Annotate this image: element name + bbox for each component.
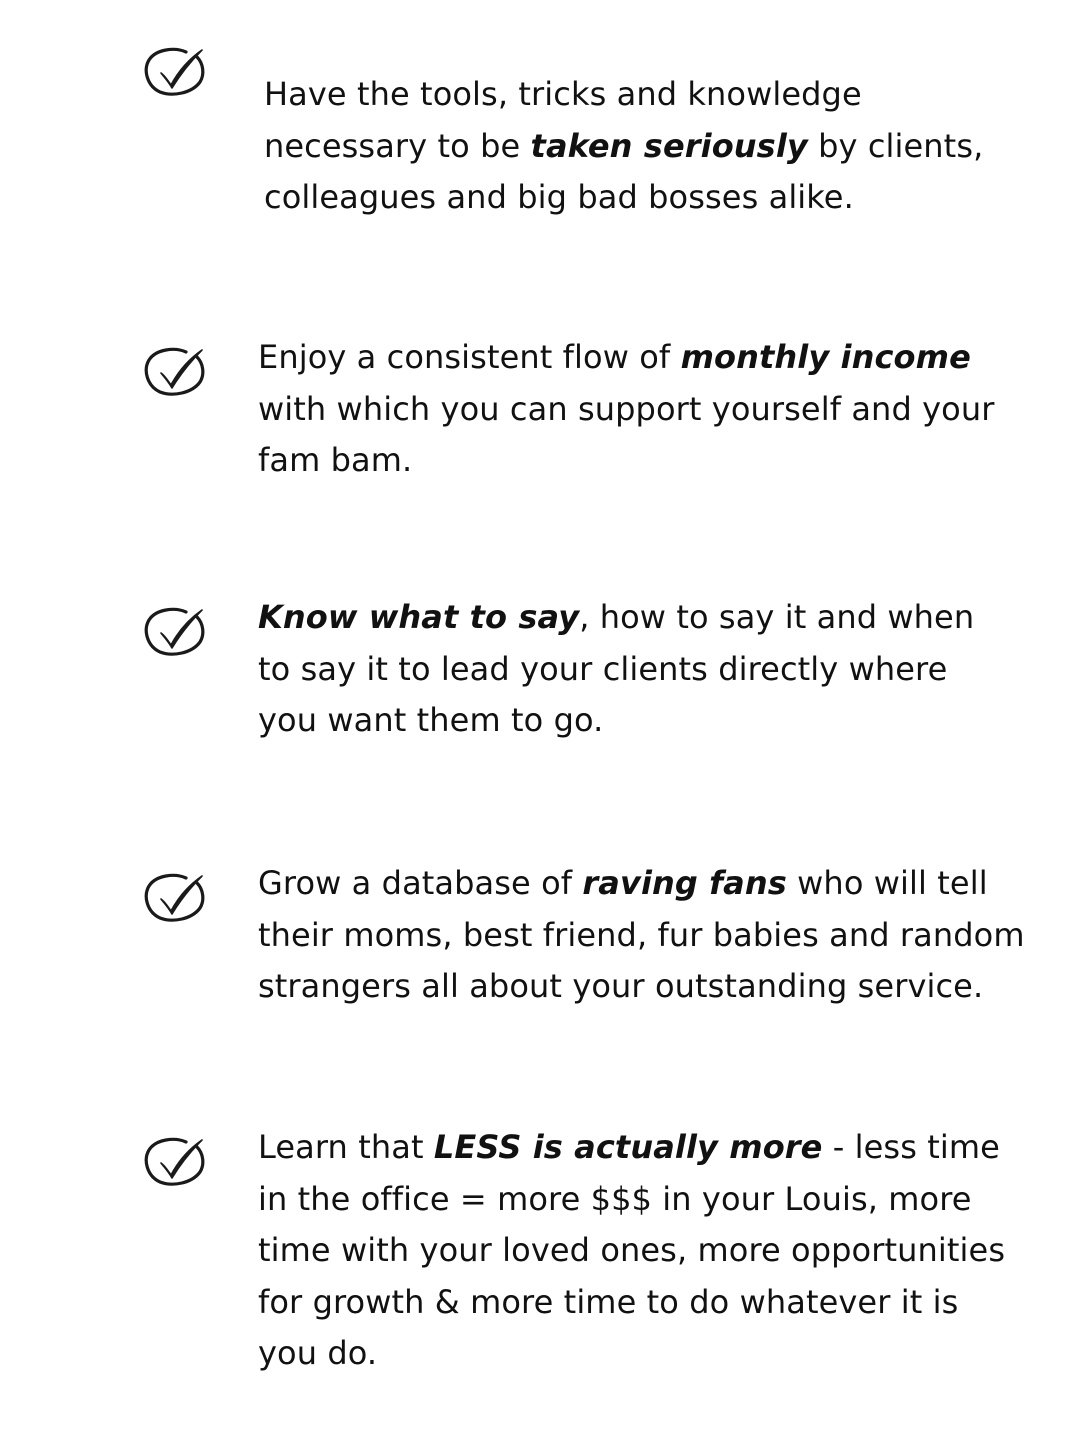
benefit-text — [258, 1122, 1005, 1380]
body-text: , how to say it and when — [579, 598, 975, 636]
benefit-line — [258, 644, 974, 696]
check-mark — [161, 1140, 202, 1178]
check-circle-icon — [142, 606, 208, 658]
benefit-text — [258, 332, 994, 487]
benefit-line — [258, 1174, 1005, 1226]
benefit-line — [258, 1122, 1005, 1174]
body-text: to say it to lead your clients directly where — [258, 649, 948, 688]
benefit-line — [258, 695, 974, 747]
check-circle-icon — [142, 872, 208, 924]
benefit-line — [258, 384, 994, 436]
body-text: strangers all about your outstanding service. — [258, 967, 984, 1005]
benefit-line — [258, 435, 994, 487]
benefit-text — [258, 858, 1025, 1013]
body-text: with which you can support yourself and your — [258, 389, 995, 428]
benefit-line — [258, 1277, 1005, 1329]
body-text: Grow a database of — [258, 864, 583, 902]
check-circle-icon — [142, 1136, 208, 1188]
benefit-line — [258, 1225, 1005, 1277]
benefit-line — [258, 592, 974, 644]
body-text: Have the tools, tricks and knowledge — [264, 75, 862, 113]
body-text: by clients, — [807, 126, 984, 165]
body-text: time with your loved ones, more opportunities — [258, 1231, 1006, 1269]
check-mark — [161, 50, 202, 88]
benefit-line — [264, 172, 983, 224]
body-text: their moms, best friend, fur babies and random — [258, 915, 1025, 954]
emphasis-text: taken seriously — [530, 126, 808, 165]
body-text: fam bam. — [258, 441, 413, 479]
body-text: - less time — [822, 1128, 1000, 1166]
body-text: Enjoy a consistent flow of — [258, 338, 681, 376]
benefit-line — [258, 332, 994, 384]
check-mark — [161, 350, 202, 388]
benefit-line — [258, 910, 1025, 962]
body-text: you do. — [258, 1334, 378, 1372]
body-text: who will tell — [786, 864, 988, 902]
check-mark — [161, 610, 202, 648]
body-text: you want them to go. — [258, 701, 604, 739]
body-text: necessary to be — [264, 126, 531, 165]
benefit-line — [264, 69, 983, 121]
benefit-text — [258, 592, 974, 747]
body-text: for growth & more time to do whatever it is — [258, 1282, 959, 1321]
benefit-line — [258, 961, 1025, 1013]
emphasis-text: LESS is actually more — [433, 1128, 823, 1166]
check-circle-icon — [142, 346, 208, 398]
body-text: colleagues and big bad bosses alike. — [264, 178, 854, 216]
emphasis-text: Know what to say — [258, 598, 580, 636]
check-circle-icon — [142, 46, 208, 98]
benefit-line — [258, 1328, 1005, 1380]
benefit-text — [264, 69, 983, 224]
benefit-line — [264, 121, 983, 173]
emphasis-text: monthly income — [680, 338, 971, 376]
check-mark — [161, 876, 202, 914]
body-text: Learn that — [258, 1128, 434, 1166]
benefit-line — [258, 858, 1025, 910]
emphasis-text: raving fans — [582, 864, 787, 902]
body-text: in the office = more $$$ in your Louis, more — [258, 1179, 972, 1218]
